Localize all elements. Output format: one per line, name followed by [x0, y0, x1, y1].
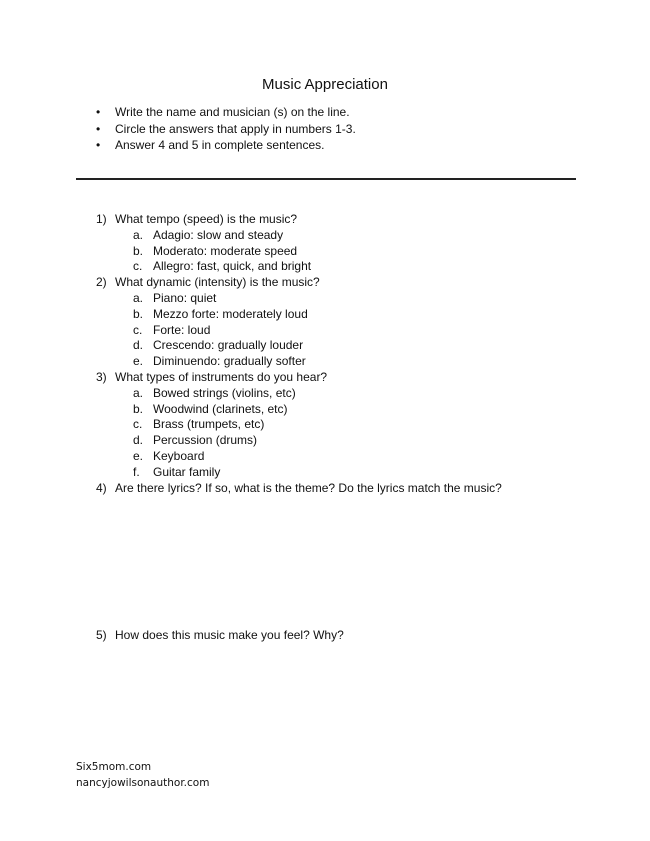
options-list — [96, 386, 576, 481]
questions-list — [96, 212, 576, 496]
option-item[interactable] — [96, 417, 576, 433]
option-text: Diminuendo: gradually softer — [153, 354, 306, 369]
option-text: Piano: quiet — [153, 290, 217, 305]
option-text: Allegro: fast, quick, and bright — [153, 259, 312, 274]
option-text: Brass (trumpets, etc) — [153, 417, 265, 432]
option-item[interactable] — [96, 449, 576, 465]
option-text: Woodwind (clarinets, etc) — [153, 401, 288, 416]
footer-website-link[interactable]: Six5mom.com — [76, 761, 152, 773]
option-text: Mezzo forte: moderately loud — [153, 306, 308, 321]
options-list — [96, 228, 576, 275]
option-letter: f. — [133, 464, 140, 479]
option-item[interactable] — [96, 291, 576, 307]
question-number: 2) — [96, 275, 107, 290]
option-letter: a. — [133, 385, 144, 400]
page-title: Music Appreciation — [262, 76, 388, 93]
instruction-item — [96, 121, 356, 138]
option-letter: b. — [133, 401, 144, 416]
option-item[interactable] — [96, 338, 576, 354]
name-answer-line — [76, 178, 576, 180]
instruction-text: Circle the answers that apply in numbers 1-3. — [115, 121, 356, 136]
question-item — [96, 370, 576, 481]
question-text: What dynamic (intensity) is the music? — [115, 275, 320, 290]
question-item — [96, 481, 576, 497]
option-item[interactable] — [96, 259, 576, 275]
question-text: What tempo (speed) is the music? — [115, 212, 298, 226]
option-text: Percussion (drums) — [153, 433, 258, 448]
footer-author-link[interactable]: nancyjowilsonauthor.com — [76, 776, 210, 789]
instruction-text: Answer 4 and 5 in complete sentences. — [115, 138, 325, 152]
option-letter: a. — [133, 290, 144, 305]
option-text: Bowed strings (violins, etc) — [153, 385, 296, 400]
bullet-icon: • — [96, 138, 101, 152]
option-item[interactable] — [96, 433, 576, 449]
option-text: Adagio: slow and steady — [153, 227, 284, 242]
option-item[interactable] — [96, 465, 576, 481]
bullet-icon: • — [96, 121, 101, 136]
option-text: Crescendo: gradually louder — [153, 338, 304, 353]
options-list — [96, 291, 576, 370]
bullet-icon: • — [96, 105, 101, 119]
option-text: Moderato: moderate speed — [153, 243, 298, 258]
option-letter: c. — [133, 417, 143, 432]
option-item[interactable] — [96, 402, 576, 418]
question-number: 1) — [96, 212, 107, 226]
option-item[interactable] — [96, 228, 576, 244]
option-item[interactable] — [96, 244, 576, 260]
instruction-text: Write the name and musician (s) on the line. — [115, 105, 350, 119]
option-item[interactable] — [96, 307, 576, 323]
option-item[interactable] — [96, 323, 576, 339]
option-text: Forte: loud — [153, 322, 211, 337]
question-text: How does this music make you feel? Why? — [115, 628, 344, 642]
option-letter: d. — [133, 433, 144, 448]
question-text: What types of instruments do you hear? — [115, 369, 328, 384]
option-letter: c. — [133, 259, 143, 274]
instructions-list — [96, 104, 356, 154]
option-letter: b. — [133, 243, 144, 258]
instruction-item — [96, 104, 356, 121]
question-number: 3) — [96, 369, 107, 384]
question-number: 5) — [96, 628, 107, 642]
footer — [76, 760, 209, 791]
option-letter: a. — [133, 227, 144, 242]
option-letter: b. — [133, 306, 144, 321]
option-item[interactable] — [96, 386, 576, 402]
question-item — [96, 212, 576, 275]
question-text: Are there lyrics? If so, what is the theme? Do the lyrics match the music? — [115, 480, 502, 495]
option-letter: e. — [133, 448, 144, 463]
instruction-item — [96, 137, 356, 154]
option-text: Keyboard — [153, 448, 205, 463]
question-item — [96, 275, 576, 370]
option-letter: d. — [133, 338, 144, 353]
option-letter: e. — [133, 354, 144, 369]
option-item[interactable] — [96, 354, 576, 370]
option-text: Guitar family — [153, 464, 221, 479]
option-letter: c. — [133, 322, 143, 337]
question-number: 4) — [96, 480, 107, 495]
question-item — [96, 628, 344, 642]
